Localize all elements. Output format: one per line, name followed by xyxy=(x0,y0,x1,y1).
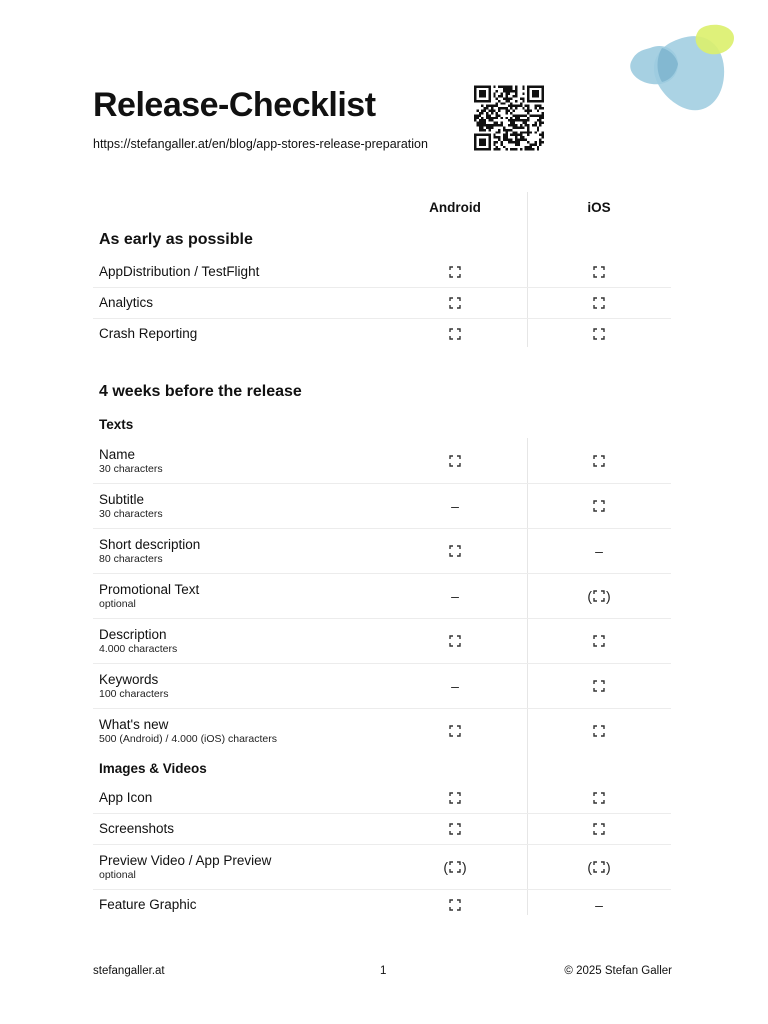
table-row xyxy=(93,814,671,845)
checkbox-icon[interactable] xyxy=(593,266,605,278)
checkbox-icon[interactable] xyxy=(449,266,461,278)
item-note: 80 characters xyxy=(99,552,163,565)
table-row xyxy=(93,783,671,814)
cell-android[interactable] xyxy=(383,678,527,694)
item-note: 30 characters xyxy=(99,507,163,520)
cell-android[interactable] xyxy=(383,297,527,309)
cell-android[interactable] xyxy=(383,725,527,737)
table-row xyxy=(93,439,671,484)
article-url[interactable]: https://stefangaller.at/en/blog/app-stores-release-preparation xyxy=(93,137,428,151)
item-name: Preview Video / App Preview xyxy=(99,852,272,868)
item-name: Crash Reporting xyxy=(99,326,198,341)
checkbox-icon[interactable] xyxy=(449,545,461,557)
item-note: 30 characters xyxy=(99,462,163,475)
optional-checkbox[interactable]: ( ) xyxy=(587,588,611,604)
optional-checkbox[interactable]: ( ) xyxy=(443,859,467,875)
item-name: Short description xyxy=(99,536,201,552)
cell-android[interactable] xyxy=(383,859,527,875)
checkbox-icon[interactable] xyxy=(593,680,605,692)
table-row xyxy=(93,319,671,349)
not-applicable-mark: – xyxy=(451,498,459,514)
checkbox-icon[interactable] xyxy=(449,725,461,737)
checkbox-icon[interactable] xyxy=(593,635,605,647)
checkbox-icon[interactable] xyxy=(593,455,605,467)
cell-android[interactable] xyxy=(383,266,527,278)
table-row xyxy=(93,574,671,619)
item-name: Description xyxy=(99,626,167,642)
item-name: Subtitle xyxy=(99,491,145,507)
cell-ios[interactable] xyxy=(527,543,671,559)
item-note: 4.000 characters xyxy=(99,642,178,655)
cell-ios[interactable] xyxy=(527,897,671,913)
optional-checkbox[interactable]: ( ) xyxy=(587,859,611,875)
cell-ios[interactable] xyxy=(527,588,671,604)
checklist-table xyxy=(93,192,671,920)
checkbox-icon[interactable] xyxy=(593,725,605,737)
checkbox-icon[interactable] xyxy=(593,297,605,309)
cell-android[interactable] xyxy=(383,792,527,804)
not-applicable-mark: – xyxy=(595,543,603,559)
table-row xyxy=(93,529,671,574)
page-number: 1 xyxy=(380,965,387,977)
item-name: AppDistribution / TestFlight xyxy=(99,264,260,279)
page-title: Release-Checklist xyxy=(93,86,376,124)
checkbox-icon[interactable] xyxy=(449,635,461,647)
section-heading: 4 weeks before the release xyxy=(99,383,302,400)
cell-ios[interactable] xyxy=(527,859,671,875)
item-name: Screenshots xyxy=(99,821,175,836)
cell-android[interactable] xyxy=(383,545,527,557)
cell-ios[interactable] xyxy=(527,680,671,692)
item-name: Promotional Text xyxy=(99,581,200,597)
footer-website[interactable]: stefangaller.at xyxy=(93,965,165,977)
table-row xyxy=(93,619,671,664)
cell-ios[interactable] xyxy=(527,725,671,737)
decorative-blobs xyxy=(620,20,750,130)
item-name: Feature Graphic xyxy=(99,897,197,912)
checkbox-icon[interactable] xyxy=(593,861,605,873)
table-row xyxy=(93,288,671,319)
group-heading: Images & Videos xyxy=(99,760,207,776)
item-name: What's new xyxy=(99,716,169,732)
table-row xyxy=(93,664,671,709)
footer-copyright: © 2025 Stefan Galler xyxy=(564,965,672,977)
checkbox-icon[interactable] xyxy=(449,297,461,309)
item-note: 100 characters xyxy=(99,687,169,700)
item-note: 500 (Android) / 4.000 (iOS) characters xyxy=(99,732,277,745)
cell-ios[interactable] xyxy=(527,297,671,309)
cell-android[interactable] xyxy=(383,899,527,911)
qr-code xyxy=(474,85,544,151)
not-applicable-mark: – xyxy=(451,678,459,694)
checkbox-icon[interactable] xyxy=(593,823,605,835)
cell-ios[interactable] xyxy=(527,635,671,647)
cell-android[interactable] xyxy=(383,588,527,604)
section-heading: As early as possible xyxy=(99,231,253,248)
table-row xyxy=(93,257,671,288)
table-row xyxy=(93,890,671,920)
checkbox-icon[interactable] xyxy=(449,861,461,873)
checkbox-icon[interactable] xyxy=(593,500,605,512)
cell-android[interactable] xyxy=(383,498,527,514)
group-heading: Texts xyxy=(99,416,134,432)
cell-ios[interactable] xyxy=(527,823,671,835)
cell-ios[interactable] xyxy=(527,500,671,512)
table-header xyxy=(93,192,671,223)
not-applicable-mark: – xyxy=(451,588,459,604)
table-row xyxy=(93,484,671,529)
cell-android[interactable] xyxy=(383,823,527,835)
checkbox-icon[interactable] xyxy=(449,455,461,467)
checkbox-icon[interactable] xyxy=(449,899,461,911)
checkbox-icon[interactable] xyxy=(593,590,605,602)
table-row xyxy=(93,845,671,890)
cell-ios[interactable] xyxy=(527,328,671,340)
item-name: Analytics xyxy=(99,295,154,310)
cell-ios[interactable] xyxy=(527,455,671,467)
cell-android[interactable] xyxy=(383,328,527,340)
checkbox-icon[interactable] xyxy=(593,792,605,804)
item-name: App Icon xyxy=(99,790,153,805)
checkbox-icon[interactable] xyxy=(449,792,461,804)
item-name: Name xyxy=(99,446,136,462)
table-row xyxy=(93,709,671,753)
item-name: Keywords xyxy=(99,671,159,687)
cell-android[interactable] xyxy=(383,635,527,647)
column-header-ios: iOS xyxy=(587,200,611,215)
cell-ios[interactable] xyxy=(527,792,671,804)
checkbox-icon[interactable] xyxy=(449,823,461,835)
column-header-android: Android xyxy=(429,200,481,215)
checkbox-icon[interactable] xyxy=(593,328,605,340)
checkbox-icon[interactable] xyxy=(449,328,461,340)
cell-android[interactable] xyxy=(383,455,527,467)
item-note: optional xyxy=(99,597,136,610)
not-applicable-mark: – xyxy=(595,897,603,913)
cell-ios[interactable] xyxy=(527,266,671,278)
item-note: optional xyxy=(99,868,136,881)
